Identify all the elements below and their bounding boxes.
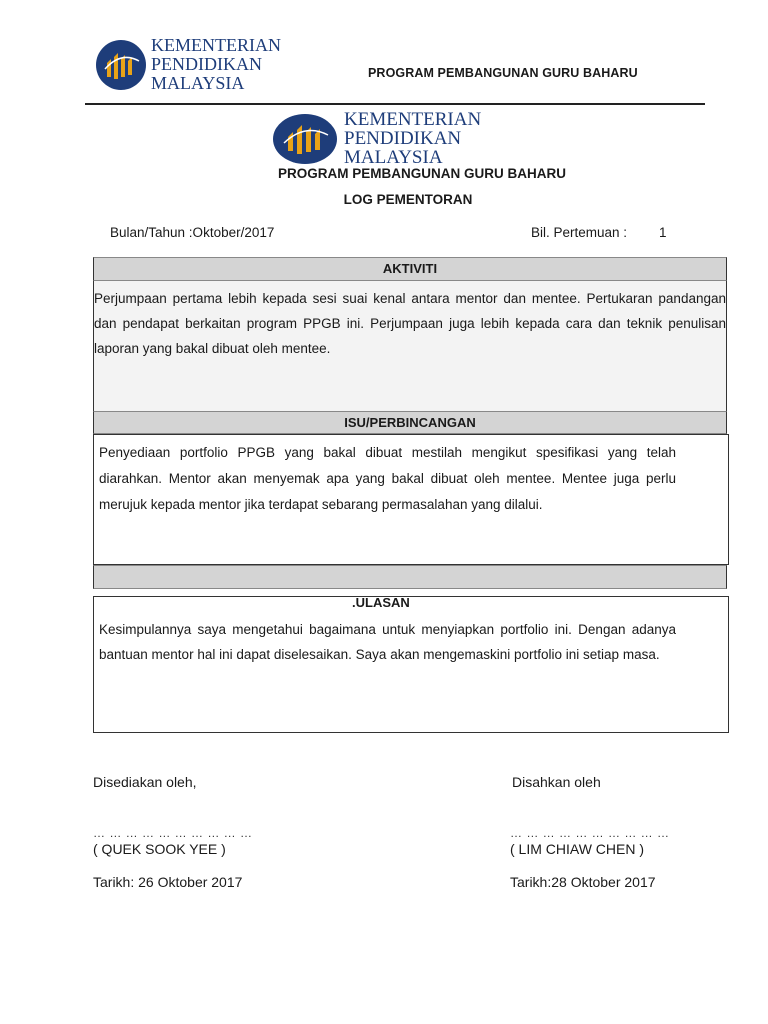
prepared-by-label: Disediakan oleh,	[93, 774, 197, 790]
meeting-number-label: Bil. Pertemuan :	[531, 225, 628, 240]
ministry-emblem-icon	[95, 39, 147, 91]
prepared-by-name: ( QUEK SOOK YEE )	[93, 841, 226, 857]
logo-line-2: PENDIDIKAN	[344, 128, 462, 149]
section-heading-aktiviti: AKTIVITI	[93, 257, 727, 281]
logo-line-1: KEMENTERIAN	[344, 109, 482, 130]
ministry-logo-text	[344, 110, 481, 167]
section-heading-ulasan: .ULASAN	[352, 595, 410, 610]
section-body-aktiviti	[93, 281, 727, 411]
section-body-isu: Penyediaan portfolio PPGB yang bakal dibuat mestilah mengikut spesifikasi yang telah diarahkan. Mentor akan menyemak apa yang bakal dibuat oleh mentee. Mentee juga perlu merujuk kepada mentor jika terdapat sebarang permasalahan yang dilalui.	[93, 434, 729, 565]
document-subtitle: LOG PEMENTORAN	[343, 192, 473, 207]
meeting-number-value: 1	[659, 225, 667, 240]
prepared-by-date: Tarikh: 26 Oktober 2017	[93, 874, 243, 890]
verified-by-name: ( LIM CHIAW CHEN )	[510, 841, 645, 857]
header-divider	[85, 103, 705, 105]
month-year-field: Bulan/Tahun :Oktober/2017	[110, 225, 275, 240]
logo-line-2: PENDIDIKAN	[151, 54, 262, 74]
ministry-emblem-icon	[272, 113, 338, 165]
ministry-logo-center	[272, 110, 481, 167]
verified-by-date: Tarikh:28 Oktober 2017	[510, 874, 656, 890]
verified-by-signature-line: … … … … … … … … … …	[510, 826, 670, 840]
logo-line-3: MALAYSIA	[151, 73, 245, 93]
section-heading-isu: ISU/PERBINCANGAN	[93, 411, 727, 434]
logo-line-1: KEMENTERIAN	[151, 35, 281, 55]
aktiviti-text: Perjumpaan pertama lebih kepada sesi suai kenal antara mentor dan mentee. Pertukaran pandangan dan pendapat berkaitan program PPGB ini. Perjumpaan juga lebih kepada cara dan teknik penulisan laporan yang bakal dibuat oleh mentee.	[94, 291, 726, 356]
verified-by-label: Disahkan oleh	[512, 774, 601, 790]
ministry-logo-header	[95, 36, 281, 93]
ministry-logo-text	[151, 36, 281, 93]
section-body-ulasan: Kesimpulannya saya mengetahui bagaimana untuk menyiapkan portfolio ini. Dengan adanya bantuan mentor hal ini dapat diselesaikan. Saya akan mengemaskini portfolio ini setiap masa.	[93, 596, 729, 733]
header-program-title: PROGRAM PEMBANGUNAN GURU BAHARU	[368, 66, 638, 80]
prepared-by-signature-line: … … … … … … … … … …	[93, 826, 253, 840]
document-title: PROGRAM PEMBANGUNAN GURU BAHARU	[278, 166, 566, 181]
section-separator-band	[93, 565, 727, 589]
logo-line-3: MALAYSIA	[344, 147, 443, 168]
